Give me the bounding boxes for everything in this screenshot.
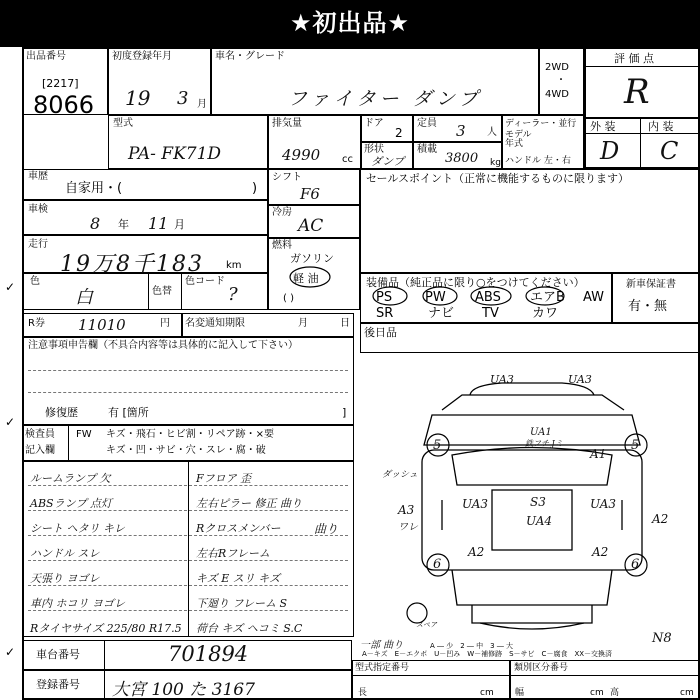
- equip-tv: TV: [482, 306, 499, 321]
- inspect-month-unit: 月: [174, 218, 185, 231]
- len-cm: cm: [480, 688, 494, 698]
- mark-5l: 5: [433, 438, 442, 453]
- cap-value: 3: [456, 122, 466, 140]
- recycle-unit: 円: [160, 318, 170, 329]
- chassis-value: 701894: [168, 642, 249, 666]
- equip-label: 装備品（純正品に限り○をつけてください）: [366, 276, 585, 289]
- inspect-year: 8: [90, 214, 101, 233]
- remark-right-2: 左右ピラー 修正 曲り: [196, 497, 302, 510]
- hist-value: 自家用・(: [65, 181, 123, 196]
- ac-value: AC: [298, 216, 324, 236]
- score-divider: [584, 66, 700, 67]
- repair-close: ]: [342, 406, 347, 419]
- grade-hdivider: [584, 133, 700, 134]
- remark-left-5: 天張り ヨゴレ: [30, 572, 100, 585]
- class-label: 類別区分番号: [514, 663, 569, 673]
- remark-left-1: ルームランプ 欠: [30, 472, 111, 485]
- mark-ua4: UA4: [526, 514, 553, 528]
- color-label: 色: [30, 276, 40, 287]
- equip-aw: AW: [583, 290, 605, 305]
- warranty-label: 新車保証書: [626, 279, 676, 290]
- notes-line1: [28, 370, 348, 371]
- reg-year: 19: [125, 86, 151, 110]
- color-code-value: ?: [228, 284, 238, 305]
- drive-4wd: 4WD: [545, 89, 569, 100]
- reg-label: 初度登録年月: [112, 51, 172, 62]
- score-value: R: [624, 72, 650, 112]
- mark-5r: 5: [631, 438, 640, 453]
- mark-dash: ダッシュ: [382, 470, 418, 480]
- mark-ua3-r: UA3: [590, 497, 617, 511]
- door-label: ドア: [364, 118, 384, 129]
- hist-close: ): [252, 181, 258, 196]
- inspector-row1: キズ・飛石・ヒビ割・リペア跡・×要: [106, 429, 274, 440]
- inspector-row2: キズ・凹・サビ・穴・スレ・腐・破: [106, 445, 266, 456]
- mark-a2-r: A2: [652, 512, 669, 526]
- recycle-value: 11010: [78, 316, 126, 334]
- chassis-div: [104, 640, 105, 670]
- remark-right-7: 荷台 キズ ヘコミ S.C: [196, 622, 303, 635]
- check-mark-1: ✓: [5, 280, 16, 294]
- disp-unit: cc: [342, 154, 353, 165]
- mark-a2-br: A2: [592, 545, 609, 559]
- repair-value: 有 [箇所: [108, 406, 149, 419]
- mark-6l: 6: [433, 557, 442, 572]
- hist-row: [22, 169, 268, 200]
- cap-label: 定員: [417, 118, 437, 129]
- shape-label: 形状: [364, 144, 384, 155]
- inspector-fw: FW: [76, 429, 92, 440]
- drive-2wd: 2WD: [545, 62, 569, 73]
- lot-number: 8066: [33, 91, 95, 119]
- inspect-month: 11: [148, 214, 169, 233]
- mark-a2-bl: A2: [468, 545, 485, 559]
- load-label: 積載: [417, 144, 437, 155]
- fuel-circle: [285, 264, 335, 290]
- ext-grade: D: [600, 137, 620, 165]
- car-name: ファイター ダンプ: [288, 88, 482, 110]
- equip-circles: [360, 284, 610, 308]
- legend-line1: A－キズ E－エクボ U－凹み W－補修跡 S－サビ C－腐食 XX－交換済: [362, 650, 613, 658]
- inspect-year-unit: 年: [118, 218, 129, 231]
- fuel-diesel: 軽 油: [293, 272, 319, 285]
- legend-line2: A ― 少 2 ― 中 3 ― 大: [430, 642, 514, 650]
- dims-line: [352, 675, 700, 676]
- name-change-label: 名変通知期限: [185, 318, 245, 329]
- type-label: 型式指定番号: [355, 663, 410, 673]
- mark-spare: スペア: [416, 621, 437, 629]
- drive-dot: ・: [556, 75, 566, 86]
- disp-value: 4990: [282, 146, 321, 164]
- shift-label: シフト: [272, 172, 302, 183]
- color-div2: [181, 273, 182, 310]
- shift-value: F6: [300, 185, 320, 203]
- chassis-label: 車台番号: [36, 648, 80, 661]
- len-label: 長: [358, 688, 368, 698]
- recycle-label: R券: [28, 318, 45, 329]
- reg-month: 3: [177, 88, 189, 109]
- hgt-cm: cm: [680, 688, 694, 698]
- mileage-unit: km: [226, 260, 242, 271]
- remark-right-6: 下廻り フレーム S: [196, 597, 288, 610]
- handle-label: ハンドル 左・右: [505, 156, 571, 166]
- mark-a3-l: A3: [398, 503, 415, 517]
- car-label: 車名・グレード: [215, 51, 285, 62]
- paint-label: 色替: [152, 286, 172, 297]
- shape-value: ダンプ: [371, 155, 405, 168]
- load-unit: kg: [490, 158, 501, 168]
- load-value: 3800: [445, 151, 479, 166]
- mark-a3-note: ワレ: [398, 522, 418, 533]
- check-mark-3: ✓: [5, 645, 16, 659]
- remark-right-3: Rクロスメンバー: [196, 522, 281, 535]
- disp-label: 排気量: [272, 118, 302, 129]
- equip-airbag: エアB: [530, 290, 565, 305]
- nc-day-unit: 日: [340, 318, 350, 329]
- remark-left-3: シート ヘタリ キレ: [30, 522, 125, 535]
- inspector-label1: 検査員: [25, 429, 55, 440]
- model-label: 型式: [113, 118, 133, 129]
- wid-label: 幅: [515, 688, 525, 698]
- grade-divider: [640, 117, 641, 169]
- ext-label: 外 装: [590, 120, 616, 133]
- notes-line2: [28, 392, 348, 393]
- equip-navi: ナビ: [428, 306, 455, 321]
- plate-label: 登録番号: [36, 678, 80, 691]
- notes-label: 注意事項申告欄（不具合内容等は具体的に記入して下さい）: [28, 340, 298, 351]
- nc-month-unit: 月: [298, 318, 308, 329]
- hgt-label: 高: [610, 688, 620, 698]
- int-grade: C: [660, 137, 679, 165]
- door-value: 2: [395, 126, 403, 140]
- wid-cm: cm: [590, 688, 604, 698]
- inspector-label2: 記入欄: [25, 445, 55, 456]
- mark-a1: A1: [590, 447, 607, 461]
- model-year-label: モデル 年式: [505, 130, 532, 149]
- mileage-value: 19万8千183: [60, 252, 204, 277]
- lot-label: 出品番号: [26, 51, 66, 62]
- repair-label: 修復歴: [45, 406, 78, 419]
- equip-sr: SR: [376, 306, 394, 321]
- fuel-label: 燃料: [272, 240, 292, 251]
- later-label: 後日品: [364, 326, 397, 339]
- mark-ua3-tl: UA3: [490, 373, 514, 386]
- reg-month-unit: 月: [197, 99, 207, 110]
- dealer-label: ディーラー・並行: [505, 119, 577, 129]
- mark-ua3-tr: UA3: [568, 373, 592, 386]
- mark-ua1: UA1: [530, 427, 552, 438]
- later-box: [360, 323, 700, 353]
- mark-ua3-mid: UA3: [462, 497, 489, 511]
- fuel-gas: ガソリン: [290, 252, 334, 265]
- equip-abs: ABS: [475, 290, 501, 305]
- inspector-div1: [68, 425, 69, 461]
- remark-right-5: キズ E スリ キズ: [196, 572, 281, 585]
- mark-n8: N8: [652, 631, 672, 646]
- remark-right-1: Fフロア 歪: [196, 472, 252, 485]
- remark-bottom-note: 一部 曲り: [360, 640, 404, 651]
- equip-ps: PS: [376, 290, 393, 305]
- hist-label: 車歴: [28, 171, 48, 182]
- int-label: 内 装: [648, 120, 674, 133]
- color-code-label: 色コード: [185, 276, 225, 287]
- score-label: 評 価 点: [614, 52, 654, 65]
- inspect-row: [22, 200, 268, 235]
- remark-left-4: ハンドル スレ: [30, 547, 100, 560]
- model-value: PA- FK71D: [128, 144, 222, 164]
- mark-ua1-note: 鉄フチ Jミ: [525, 439, 563, 448]
- inspect-label: 車検: [28, 204, 48, 215]
- page-header: ★初出品★: [0, 0, 700, 47]
- plate-div: [104, 670, 105, 700]
- equip-leather: カワ: [532, 306, 559, 321]
- remark-curl-note: 曲り: [314, 522, 339, 536]
- remark-left-7: Rタイヤサイズ 225/80 R17.5: [30, 622, 182, 635]
- color-div1: [148, 273, 149, 310]
- mark-s3: S3: [530, 495, 546, 509]
- remark-left-6: 車内 ホコリ ヨゴレ: [30, 597, 125, 610]
- lot-sub: [2217]: [42, 77, 79, 90]
- warranty-value: 有・無: [628, 299, 668, 314]
- remark-left-2: ABSランプ 点灯: [30, 497, 113, 510]
- mark-6r: 6: [631, 557, 640, 572]
- fuel-paren: ( ): [283, 293, 294, 304]
- ac-label: 冷房: [272, 207, 292, 218]
- equip-pw: PW: [425, 290, 446, 305]
- color-value: 白: [75, 287, 93, 308]
- check-mark-2: ✓: [5, 415, 16, 429]
- plate-value: 大宮 100 た 3167: [112, 680, 255, 700]
- remark-right-4: 左右Rフレーム: [196, 547, 270, 560]
- mileage-label: 走行: [28, 239, 48, 250]
- sales-label: セールスポイント（正常に機能するものに限ります）: [366, 172, 630, 185]
- cap-unit: 人: [487, 127, 497, 138]
